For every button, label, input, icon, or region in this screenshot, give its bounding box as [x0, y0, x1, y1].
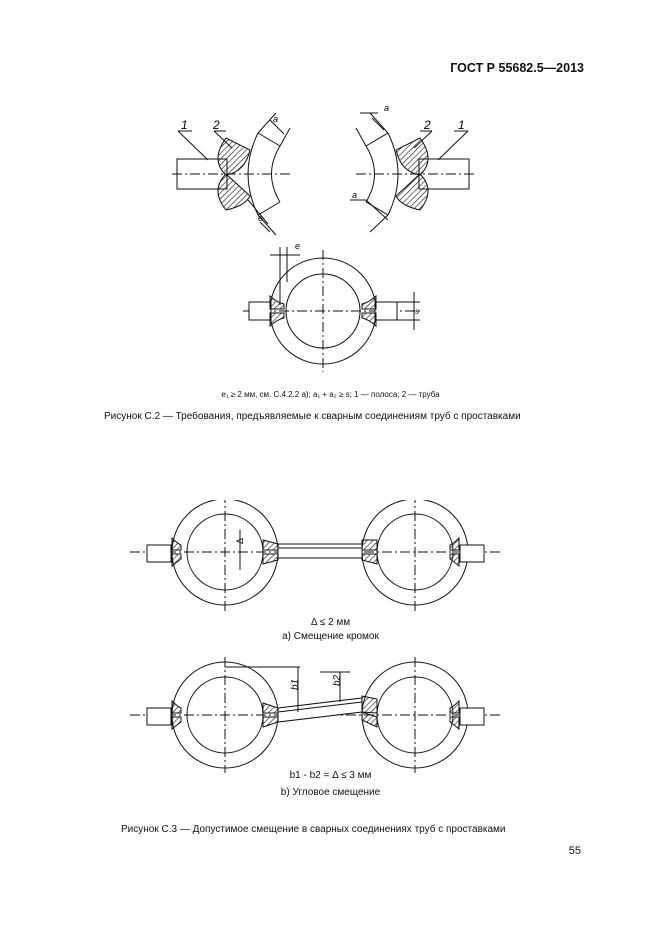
label-strip-right: 1 [458, 118, 465, 132]
angular-formula: b1 - b2 = Δ ≤ 3 мм [289, 770, 372, 781]
label-a-right-bottom: a [352, 190, 358, 200]
figure-c3-caption: Рисунок С.3 — Допустимое смещение в сварных соединениях труб с проставками [121, 824, 506, 835]
angular-diagram [130, 657, 500, 773]
figure-c2-drawing [0, 0, 661, 400]
angular-label: b) Угловое смещение [280, 787, 381, 798]
label-b1: b1 [290, 678, 301, 690]
right-detail [350, 113, 474, 232]
left-detail [172, 113, 290, 235]
label-a-right-top: a [384, 103, 390, 113]
label-b2: b2 [332, 674, 343, 686]
label-strip-left: 1 [181, 118, 188, 132]
label-delta: Δ [235, 537, 245, 544]
label-pipe-right: 2 [424, 118, 431, 132]
label-a-left: a [273, 114, 279, 124]
offset-label: а) Смещение кромок [282, 631, 379, 642]
offset-formula: Δ ≤ 2 мм [310, 617, 351, 628]
label-s-ring: s [415, 307, 419, 316]
figure-c2-note: e₁ ≥ 2 мм, см. С.4.2.2 а); а₁ + а₂ ≥ s; 1 — полоса; 2 — труба [221, 390, 440, 399]
label-e-left: e [258, 213, 264, 223]
label-pipe-left: 2 [213, 118, 220, 132]
ring-detail [243, 247, 420, 372]
standard-code: ГОСТ Р 55682.5—2013 [450, 61, 584, 75]
label-e-ring: e [295, 241, 301, 251]
page-number: 55 [568, 845, 581, 857]
offset-diagram [130, 500, 500, 611]
figure-c2-caption: Рисунок С.2 — Требования, предъявляемые к сварным соединениям труб с проставками [104, 411, 521, 422]
